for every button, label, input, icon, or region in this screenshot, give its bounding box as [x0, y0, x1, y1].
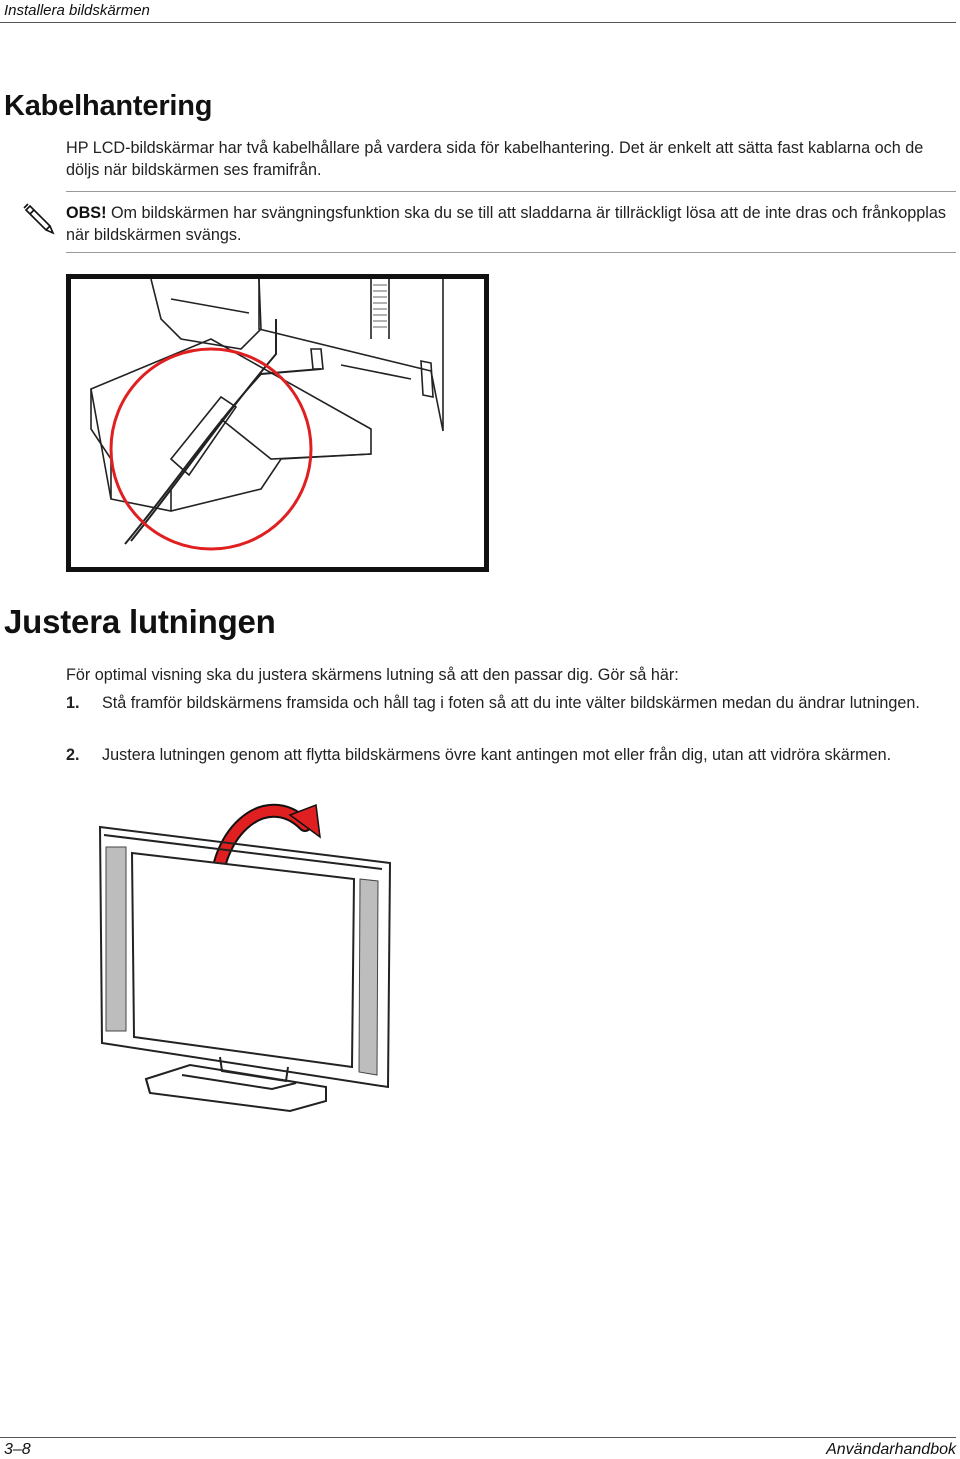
section-title-kabelhantering: Kabelhantering	[4, 90, 213, 122]
manual-title: Användarhandbok	[826, 1441, 956, 1458]
note-bottom-rule	[66, 252, 956, 253]
note-label: OBS!	[66, 204, 107, 222]
header-rule	[0, 22, 956, 23]
step-1-number: 1.	[66, 694, 80, 712]
step-2-number: 2.	[66, 746, 80, 764]
note-block	[66, 202, 946, 246]
section-title-justera-lutningen: Justera lutningen	[4, 603, 276, 640]
pencil-note-icon	[20, 200, 60, 236]
footer-rule	[0, 1437, 956, 1438]
monitor-tilt-figure	[90, 775, 410, 1115]
highlight-circle	[111, 349, 311, 549]
note-top-rule	[66, 191, 956, 192]
cable-management-figure	[66, 274, 489, 572]
cable-paragraph: HP LCD-bildskärmar har två kabelhållare på vardera sida för kabelhantering. Det är enkelt att sätta fast kablarna och de döljs när bildskärmen ses framifrån.	[66, 139, 924, 179]
note-text: Om bildskärmen har svängningsfunktion ska du se till att sladdarna är tillräckligt lösa att de inte dras och frånkopplas när bildskärmen svängs.	[66, 204, 946, 244]
tilt-intro: För optimal visning ska du justera skärmens lutning så att den passar dig. Gör så här:	[66, 666, 679, 684]
step-2-text: Justera lutningen genom att flytta bildskärmens övre kant antingen mot eller från dig, utan att vidröra skärmen.	[102, 746, 892, 764]
page-number: 3–8	[4, 1441, 31, 1458]
running-header: Installera bildskärmen	[4, 2, 150, 19]
step-1-text: Stå framför bildskärmens framsida och håll tag i foten så att du inte välter bildskärmen medan du ändrar lutningen.	[102, 694, 920, 712]
